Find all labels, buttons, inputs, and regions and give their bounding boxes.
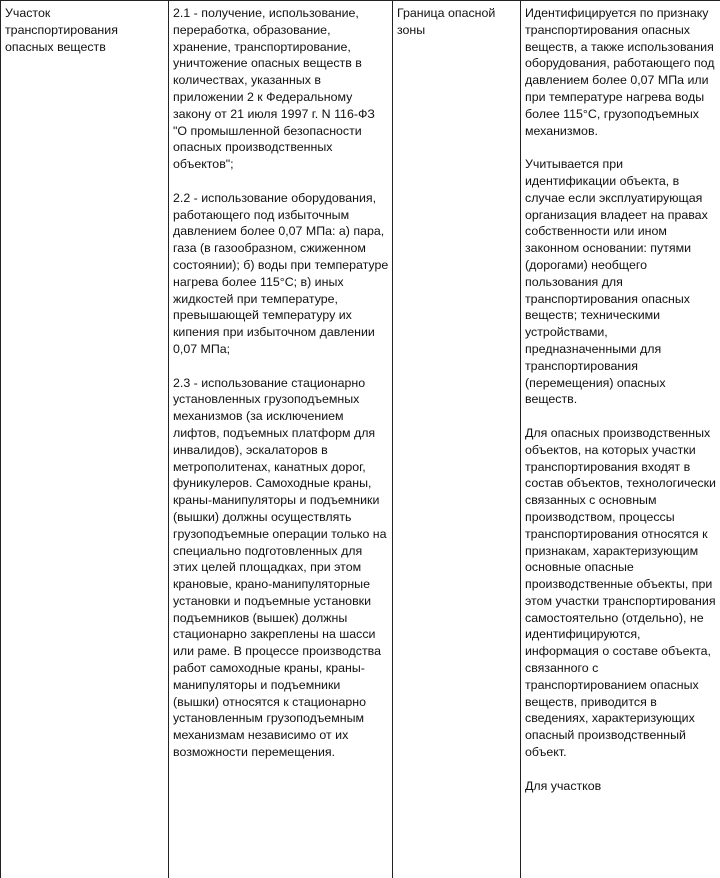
boundary-text: Граница опасной зоны (397, 5, 517, 39)
identification-cell (521, 1, 720, 878)
boundary-cell (393, 1, 521, 878)
object-name-text: Участок транспортирования опасных веществ (5, 5, 165, 55)
identification-paragraph-4: Для участков (525, 778, 717, 795)
object-name-cell (1, 1, 169, 878)
table-row (1, 1, 720, 878)
criterion-2-2: 2.2 - использование оборудования, работающего под избыточным давлением более 0,07 МПа: а) пара, газа (в газообразном, сжиженном состоянии); б) воды при температуре нагрева более 115°С; в) иных жидкостей при температуре, превышающей температуру их кипения при избыточном давлении 0,07 МПа; (173, 190, 389, 358)
identification-paragraph-3: Для опасных производственных объектов, на которых участки транспортирования входят в состав объектов, технологически связанных с основным производством, процессы транспортирования относятся к признакам, характеризующим основные опасные производственные объекты, при этом участки транспортирования самостоятельно (отдельно), не идентифицируются, информация о составе объекта, связанного с транспортированием опасных веществ, приводится в сведениях, характеризующих опасный производственный объект. (525, 425, 717, 761)
identification-paragraph-2: Учитывается при идентификации объекта, в случае если эксплуатирующая организация владеет на правах собственности или ином законном основании: путями (дорогами) необщего пользования для транспортирования опасных веществ; техническими устройствами, предназначенными для транспортирования (перемещения) опасных веществ. (525, 156, 717, 408)
identification-paragraph-1: Идентифицируется по признаку транспортирования опасных веществ, а также использования оборудования, работающего под давлением более 0,07 МПа или при температуре нагрева воды более 115°С, грузоподъемных механизмов. (525, 5, 717, 139)
criterion-2-3: 2.3 - использование стационарно установленных грузоподъемных механизмов (за исключением лифтов, подъемных платформ для инвалидов), эскалаторов в метрополитенах, канатных дорог, фуникулеров. Самоходные краны, краны-манипуляторы и подъемники (вышки) должны осуществлять грузоподъемные операции только на специально подготовленных для этих целей площадках, при этом крановые, кранo-манипуляторные установки и подъемные установки подъемников (вышек) должны стационарно закреплены на шасси или раме. В процессе производства работ самоходные краны, краны-манипуляторы и подъемники (вышки) относятся к стационарно установленным грузоподъемным механизмам независимо от их возможности перемещения. (173, 375, 389, 761)
criteria-cell (169, 1, 393, 878)
criterion-2-1: 2.1 - получение, использование, переработка, образование, хранение, транспортирование, уничтожение опасных веществ в количествах, указанных в приложении 2 к Федеральному закону от 21 июля 1997 г. N 116-ФЗ "О промышленной безопасности опасных производственных объектов"; (173, 5, 389, 173)
